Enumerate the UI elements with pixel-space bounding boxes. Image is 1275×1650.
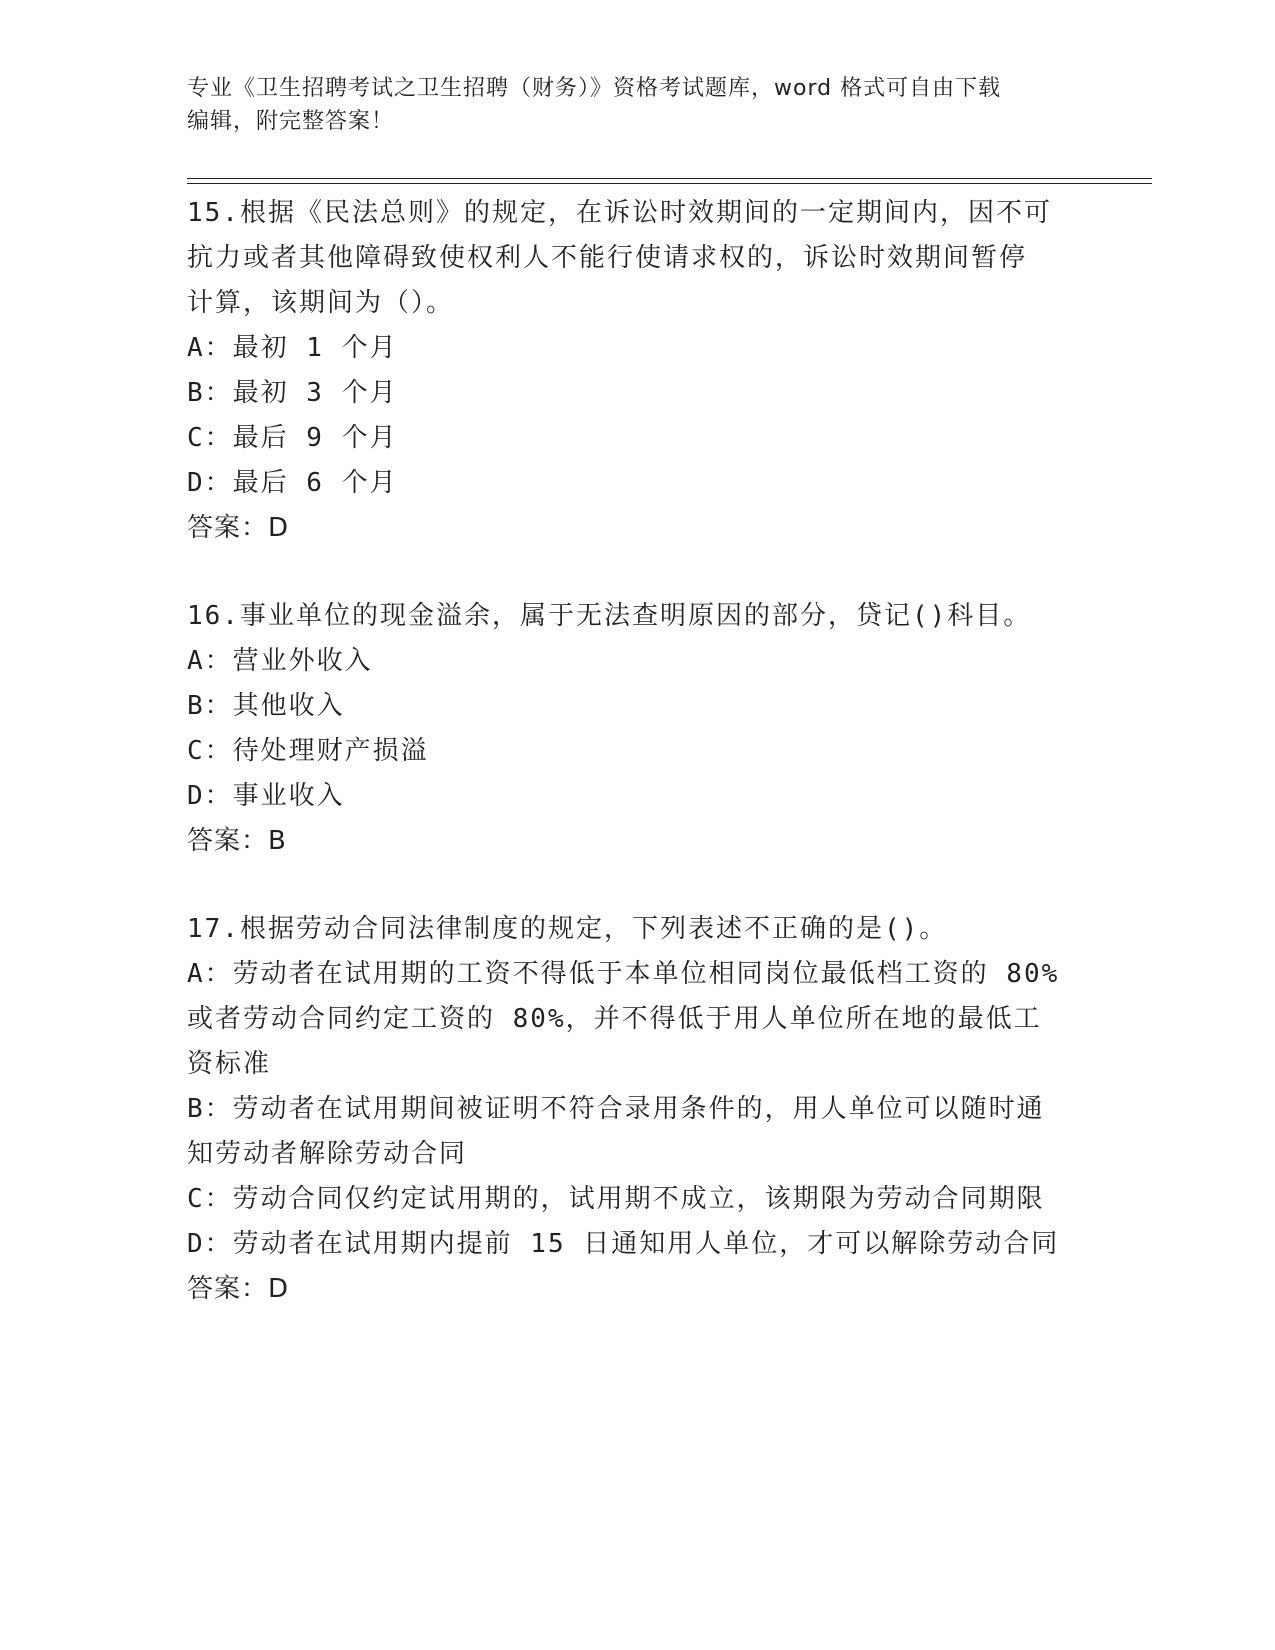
answer-line: 答案：D — [187, 1274, 290, 1304]
header-divider-bottom — [187, 183, 1152, 184]
option-d: D：劳动者在试用期内提前 15 日通知用人单位，才可以解除劳动合同 — [187, 1229, 1060, 1259]
question-stem-line: 16.事业单位的现金溢余，属于无法查明原因的部分，贷记()科目。 — [187, 601, 1032, 631]
question-15 — [187, 191, 1087, 551]
question-stem-line: 15.根据《民法总则》的规定，在诉讼时效期间的一定期间内，因不可 — [187, 198, 1052, 228]
option-d: D：最后 6 个月 — [187, 468, 398, 498]
header-line-1: 专业《卫生招聘考试之卫生招聘（财务）》资格考试题库，word 格式可自由下载 — [187, 76, 1002, 101]
question-stem-line: 17.根据劳动合同法律制度的规定，下列表述不正确的是()。 — [187, 914, 948, 944]
option-b-line-2: 知劳动者解除劳动合同 — [187, 1139, 468, 1169]
question-list — [187, 191, 1087, 1312]
header-line-2: 编辑，附完整答案！ — [187, 109, 395, 134]
option-a-line-1: A：劳动者在试用期的工资不得低于本单位相同岗位最低档工资的 80% — [187, 959, 1060, 989]
document-header — [187, 72, 1087, 138]
option-c: C：最后 9 个月 — [187, 423, 398, 453]
question-spacer — [187, 864, 1087, 907]
option-b: B：其他收入 — [187, 691, 345, 721]
question-stem-line: 抗力或者其他障碍致使权利人不能行使请求权的，诉讼时效期间暂停 — [187, 243, 1028, 273]
option-d: D：事业收入 — [187, 781, 345, 811]
option-c: C：待处理财产损溢 — [187, 736, 429, 766]
header-divider-top — [187, 178, 1152, 179]
option-a-line-2: 或者劳动合同约定工资的 80%，并不得低于用人单位所在地的最低工 — [187, 1004, 1042, 1034]
answer-line: 答案：D — [187, 513, 290, 543]
answer-line: 答案：B — [187, 826, 287, 856]
option-a: A：最初 1 个月 — [187, 333, 398, 363]
option-a-line-3: 资标准 — [187, 1049, 272, 1079]
option-a: A：营业外收入 — [187, 646, 373, 676]
question-16 — [187, 594, 1087, 864]
question-stem-line: 计算，该期间为（）。 — [187, 288, 455, 318]
option-b-line-1: B：劳动者在试用期间被证明不符合录用条件的，用人单位可以随时通 — [187, 1094, 1045, 1124]
option-b: B：最初 3 个月 — [187, 378, 398, 408]
question-17 — [187, 907, 1087, 1312]
option-c: C：劳动合同仅约定试用期的，试用期不成立，该期限为劳动合同期限 — [187, 1184, 1045, 1214]
question-spacer — [187, 551, 1087, 594]
